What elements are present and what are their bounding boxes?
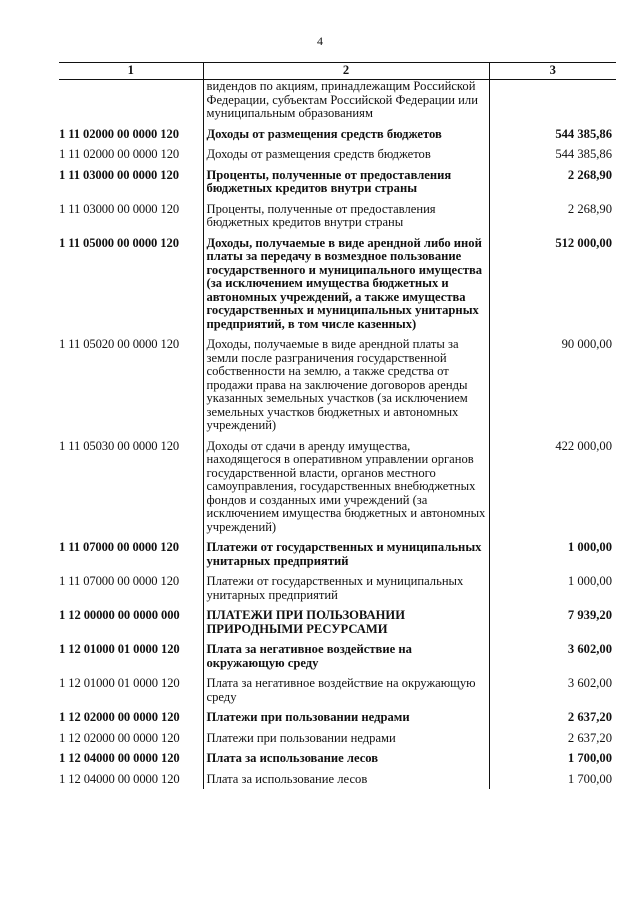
row-code: 1 12 00000 00 0000 000 bbox=[59, 608, 180, 622]
budget-revenue-table bbox=[59, 62, 616, 789]
row-code: 1 11 05030 00 0000 120 bbox=[59, 438, 180, 453]
row-amount: 1 700,00 bbox=[567, 751, 612, 765]
row-name: Платежи при пользовании недрами bbox=[203, 707, 489, 728]
row-name: Доходы, получаемые в виде арендной либо иной платы за передачу в возмездное пользование государственного и муниципального имущества (за исключением имущества бюджетных и автономных учреждений, а также имущества государственных и муниципальных унитарных предприятий, в том числе казенных) bbox=[203, 233, 489, 335]
column-header-name: 2 bbox=[203, 63, 489, 80]
column-header-amount: 3 bbox=[489, 63, 616, 80]
row-amount: 512 000,00 bbox=[555, 235, 612, 250]
table-row bbox=[59, 639, 616, 673]
row-name: Платежи от государственных и муниципальных унитарных предприятий bbox=[203, 571, 489, 605]
row-name: видендов по акциям, принадлежащим Российской Федерации, субъектам Российской Федерации или муниципальным образованиям bbox=[203, 80, 489, 124]
table-row bbox=[59, 233, 616, 335]
row-amount: 2 268,90 bbox=[567, 201, 612, 216]
row-name: Доходы, получаемые в виде арендной платы за земли после разграничения государственной собственности на землю, а также средства от продажи права на заключение договоров аренды указанных земельных участков (за исключением земельных участков бюджетных и автономных учреждений) bbox=[203, 334, 489, 436]
row-name: Проценты, полученные от предоставления бюджетных кредитов внутри страны bbox=[203, 199, 489, 233]
table-row bbox=[59, 144, 616, 165]
row-name: Платежи от государственных и муниципальных унитарных предприятий bbox=[203, 537, 489, 571]
row-code: 1 12 02000 00 0000 120 bbox=[59, 730, 180, 745]
row-amount: 1 700,00 bbox=[567, 771, 612, 786]
table-header-row bbox=[59, 63, 616, 80]
row-code: 1 12 02000 00 0000 120 bbox=[59, 710, 180, 724]
row-amount bbox=[489, 80, 616, 124]
row-name: Плата за использование лесов bbox=[203, 748, 489, 769]
row-code: 1 12 01000 01 0000 120 bbox=[59, 642, 180, 656]
row-name: Плата за негативное воздействие на окружающую среду bbox=[203, 639, 489, 673]
table-row bbox=[59, 707, 616, 728]
row-code: 1 11 03000 00 0000 120 bbox=[59, 167, 179, 182]
row-amount: 2 637,20 bbox=[567, 710, 612, 724]
row-code: 1 12 04000 00 0000 120 bbox=[59, 751, 180, 765]
row-code: 1 11 02000 00 0000 120 bbox=[59, 147, 180, 161]
table-row bbox=[59, 537, 616, 571]
row-amount: 7 939,20 bbox=[567, 608, 612, 622]
table-row bbox=[59, 673, 616, 707]
row-name: Плата за использование лесов bbox=[203, 769, 489, 790]
row-name: Проценты, полученные от предоставления бюджетных кредитов внутри страны bbox=[203, 165, 489, 199]
row-name: Доходы от сдачи в аренду имущества, находящегося в оперативном управлении органов государственной власти, органов местного самоуправления, государственных внебюджетных фондов и созданных ими учреждений (за исключением имущества бюджетных и автономных учреждений) bbox=[203, 436, 489, 538]
row-code: 1 11 03000 00 0000 120 bbox=[59, 201, 180, 216]
row-amount: 3 602,00 bbox=[567, 642, 612, 656]
row-amount: 2 268,90 bbox=[567, 167, 612, 182]
row-code: 1 11 05000 00 0000 120 bbox=[59, 235, 179, 250]
row-amount: 3 602,00 bbox=[567, 676, 612, 690]
row-code bbox=[59, 80, 203, 124]
row-amount: 90 000,00 bbox=[561, 337, 612, 351]
table-row bbox=[59, 436, 616, 538]
row-amount: 1 000,00 bbox=[567, 540, 612, 554]
table-row bbox=[59, 748, 616, 769]
table-row bbox=[59, 769, 616, 790]
continuation-row bbox=[59, 80, 616, 124]
row-code: 1 11 02000 00 0000 120 bbox=[59, 126, 179, 141]
row-amount: 544 385,86 bbox=[555, 147, 612, 161]
row-name: Плата за негативное воздействие на окружающую среду bbox=[203, 673, 489, 707]
row-code: 1 12 01000 01 0000 120 bbox=[59, 676, 180, 690]
table-row bbox=[59, 728, 616, 749]
row-name: Доходы от размещения средств бюджетов bbox=[203, 144, 489, 165]
row-amount: 544 385,86 bbox=[555, 126, 612, 141]
row-name: ПЛАТЕЖИ ПРИ ПОЛЬЗОВАНИИ ПРИРОДНЫМИ РЕСУРСАМИ bbox=[203, 605, 489, 639]
row-code: 1 12 04000 00 0000 120 bbox=[59, 771, 180, 786]
row-amount: 1 000,00 bbox=[567, 574, 612, 588]
row-name: Платежи при пользовании недрами bbox=[203, 728, 489, 749]
row-amount: 422 000,00 bbox=[555, 438, 612, 453]
table-row bbox=[59, 199, 616, 233]
table-row bbox=[59, 571, 616, 605]
row-amount: 2 637,20 bbox=[567, 730, 612, 745]
row-name: Доходы от размещения средств бюджетов bbox=[203, 124, 489, 145]
table-row bbox=[59, 605, 616, 639]
page-number: 4 bbox=[317, 34, 323, 48]
table-row bbox=[59, 165, 616, 199]
row-code: 1 11 05020 00 0000 120 bbox=[59, 337, 180, 351]
table-row bbox=[59, 334, 616, 436]
row-code: 1 11 07000 00 0000 120 bbox=[59, 540, 179, 554]
table-row bbox=[59, 124, 616, 145]
column-header-code: 1 bbox=[59, 63, 203, 80]
row-code: 1 11 07000 00 0000 120 bbox=[59, 574, 180, 588]
